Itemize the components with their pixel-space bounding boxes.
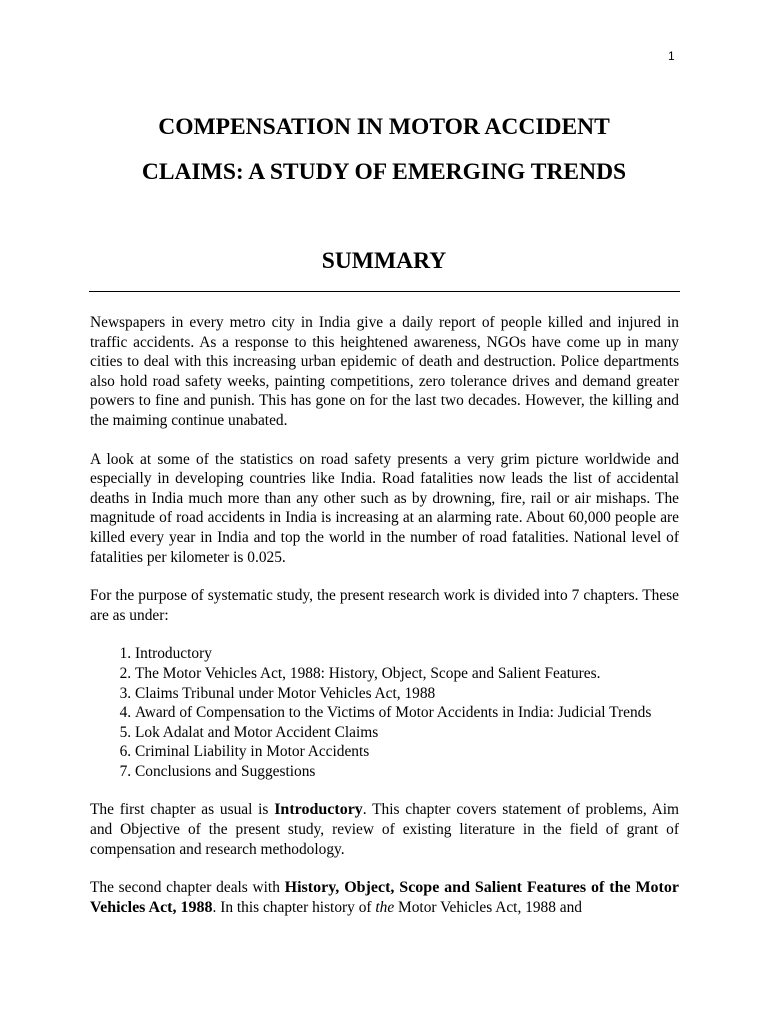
document-title-line-1: COMPENSATION IN MOTOR ACCIDENT	[158, 114, 610, 140]
chapter-item: 2. The Motor Vehicles Act, 1988: History, Object, Scope and Salient Features.	[135, 664, 679, 684]
italic-term: the	[375, 898, 395, 916]
chapter-item: 5. Lok Adalat and Motor Accident Claims	[135, 723, 679, 743]
summary-heading: SUMMARY	[321, 248, 447, 274]
document-title-line-2: CLAIMS: A STUDY OF EMERGING TRENDS	[141, 159, 627, 185]
chapter-item: 7. Conclusions and Suggestions	[135, 762, 679, 782]
paragraph-chapters-intro: For the purpose of systematic study, the present research work is divided into 7 chapters. These are as under:	[90, 587, 679, 624]
chapter-item: 6. Criminal Liability in Motor Accidents	[135, 742, 679, 762]
document-body	[90, 313, 679, 936]
paragraph-first-chapter	[90, 800, 679, 859]
text-run: . This chapter covers statement of problems, Aim and Objective of the present study, review of existing literature in the field of grant of compensation and research methodology.	[90, 801, 679, 858]
page-number: 1	[668, 49, 675, 63]
chapter-item: 1. Introductory	[135, 644, 679, 664]
bold-term-introductory: Introductory	[274, 801, 363, 819]
paragraph-intro: Newspapers in every metro city in India give a daily report of people killed and injured in traffic accidents. As a response to this heightened awareness, NGOs have come up in many cities to deal with this increasing urban epidemic of death and destruction. Police departments also hold road safety weeks, painting competitions, zero tolerance drives and demand greater powers to fine and punish. This has gone on for the last two decades. However, the killing and the maiming continue unabated.	[90, 314, 679, 429]
paragraph-second-chapter	[90, 878, 679, 917]
chapter-item: 3. Claims Tribunal under Motor Vehicles Act, 1988	[135, 684, 679, 704]
paragraph-statistics: A look at some of the statistics on road safety presents a very grim picture worldwide and especially in developing countries like India. Road fatalities now leads the list of accidental deaths in India much more than any other such as by drowning, fire, rail or air mishaps. The magnitude of road accidents in India is increasing at an alarming rate. About 60,000 people are killed every year in India and top the world in the number of road fatalities. National level of fatalities per kilometer is 0.025.	[90, 450, 679, 566]
text-run: The second chapter deals with	[90, 879, 285, 897]
text-run: . In this chapter history of	[212, 898, 376, 916]
chapter-item: 4. Award of Compensation to the Victims of Motor Accidents in India: Judicial Trends	[135, 703, 679, 723]
text-run: Motor Vehicles Act, 1988 and	[394, 898, 582, 916]
horizontal-divider	[89, 291, 680, 292]
chapter-list	[90, 644, 679, 781]
text-run: The first chapter as usual is	[90, 801, 275, 819]
bold-term-history: History, Object, Scope and Salient Features of the Motor Vehicles Act, 1988	[90, 879, 679, 916]
